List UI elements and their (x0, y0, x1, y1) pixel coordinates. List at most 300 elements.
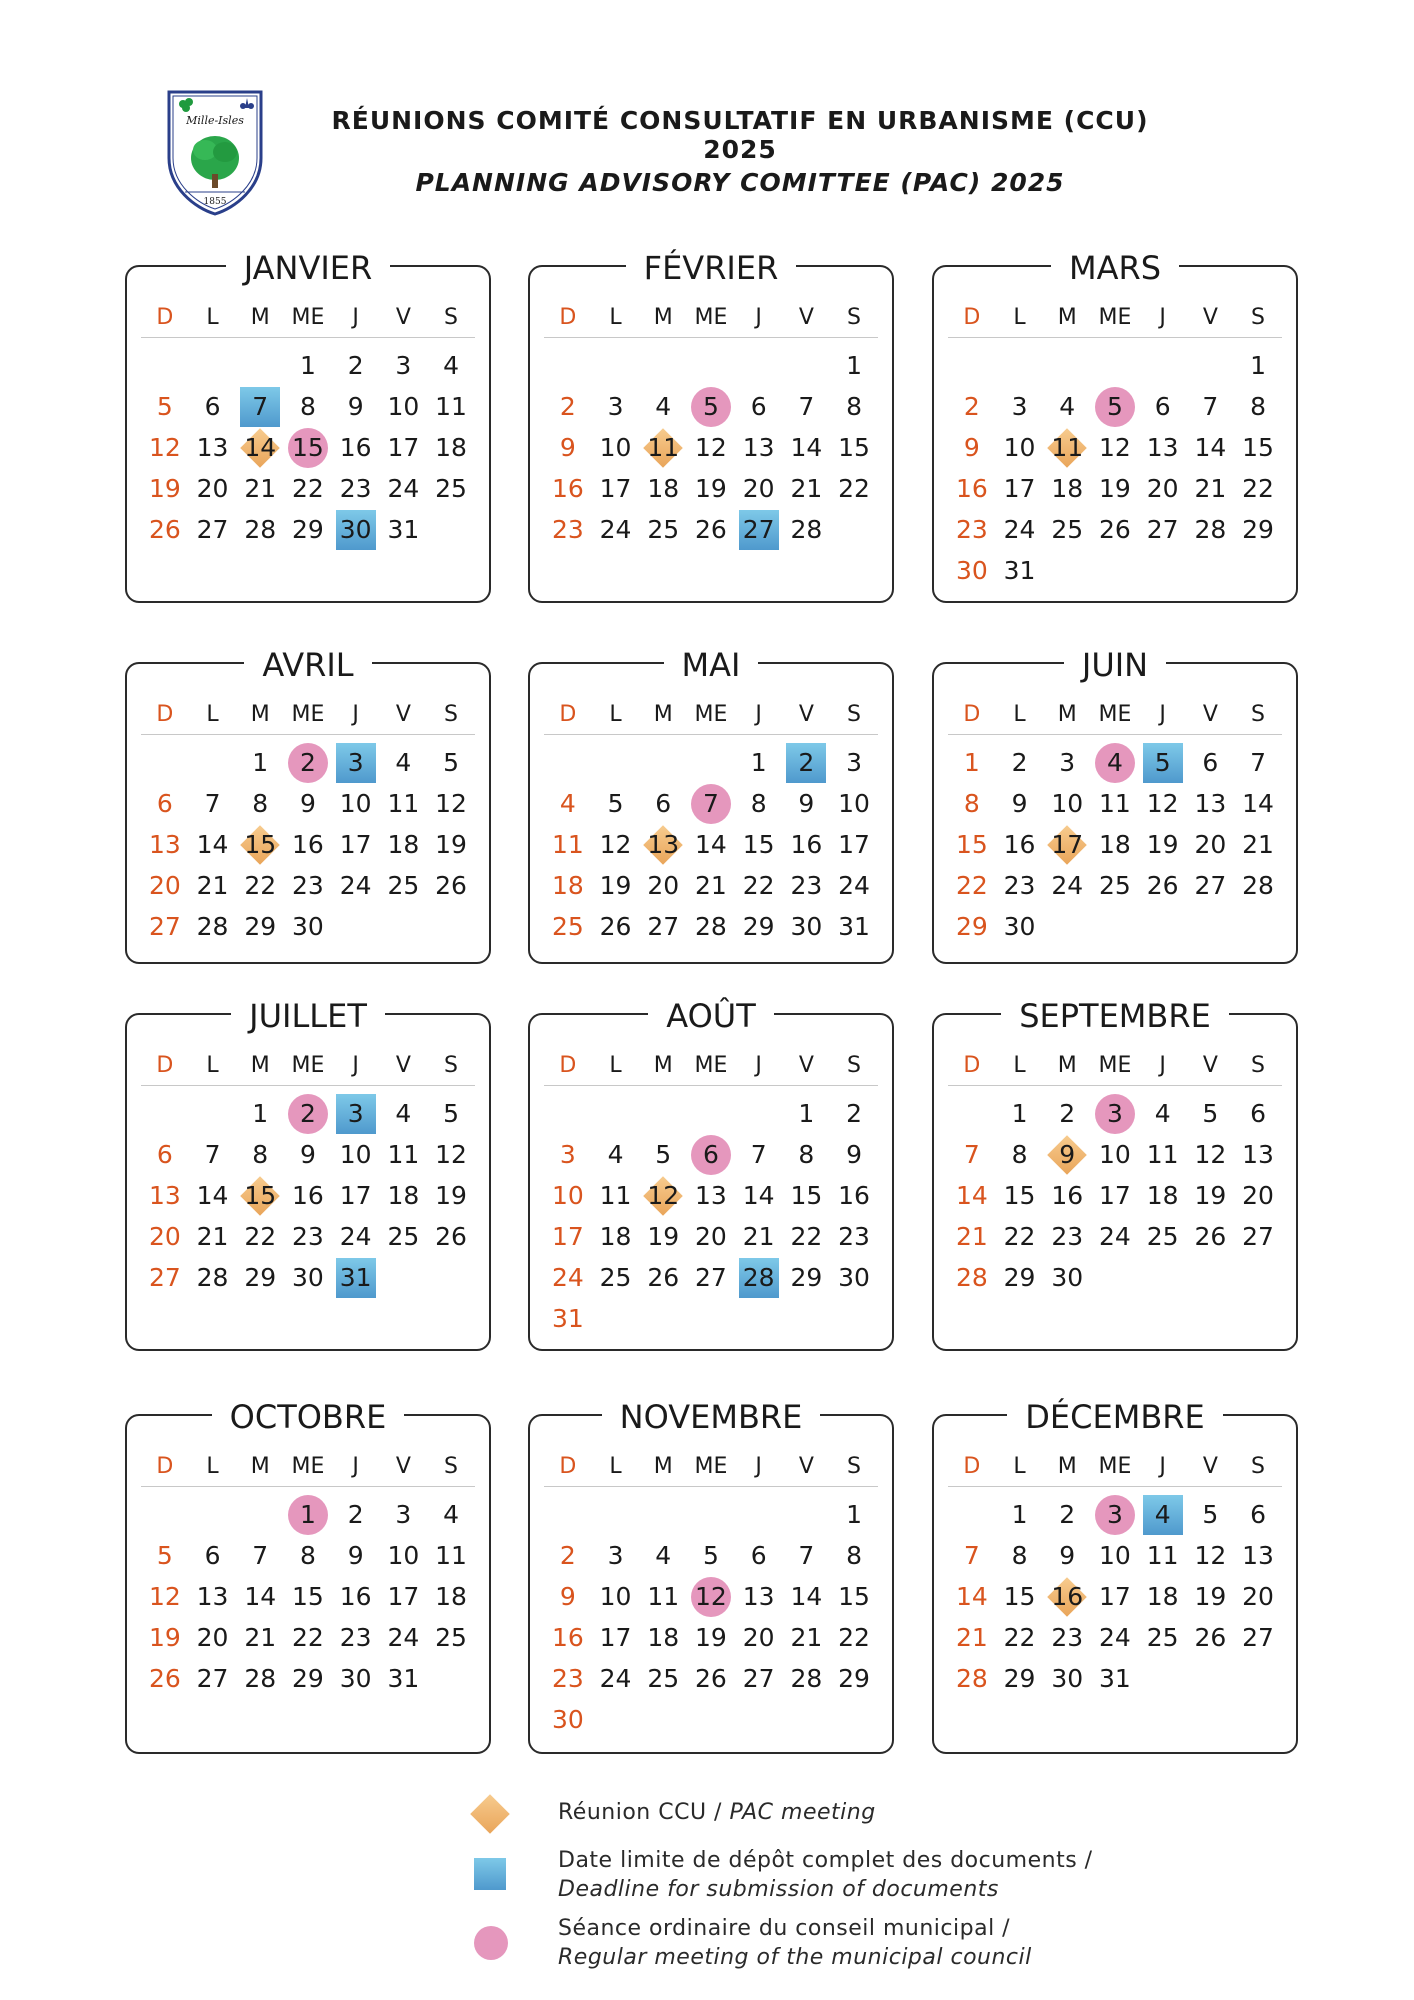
weekday-label: M (250, 305, 270, 330)
weekday-label: L (1013, 1454, 1026, 1479)
day-number: 3 (1011, 392, 1028, 421)
day-cell (639, 824, 687, 865)
day-cell (1043, 824, 1091, 865)
day-cell (427, 824, 475, 865)
day-cell (427, 783, 475, 824)
weekday-label: D (963, 305, 981, 330)
day-cell (1234, 865, 1282, 906)
day-number: 18 (435, 1582, 467, 1611)
day-number: 2 (846, 1099, 862, 1128)
day-cell (284, 1494, 332, 1535)
day-cell (544, 509, 592, 550)
day-number: 22 (790, 1222, 823, 1251)
day-cell (427, 865, 475, 906)
weekday-label: ME (1098, 1053, 1132, 1078)
day-cell (996, 550, 1044, 591)
day-number: 26 (148, 1664, 181, 1693)
day-cell (284, 386, 332, 427)
day-number: 18 (647, 1623, 680, 1652)
day-number: 21 (955, 1623, 988, 1652)
day-cell (639, 783, 687, 824)
month-title (528, 249, 894, 287)
day-cell (592, 1535, 640, 1576)
day-number: 27 (1194, 871, 1227, 900)
day-cell (236, 906, 284, 947)
day-number: 9 (299, 1140, 316, 1169)
day-number: 10 (1099, 1140, 1131, 1169)
day-number: 16 (292, 830, 324, 859)
day-cell (996, 906, 1044, 947)
day-number: 29 (1003, 1664, 1036, 1693)
day-number: 13 (196, 1582, 229, 1611)
day-cell (380, 468, 428, 509)
day-number: 14 (790, 1582, 823, 1611)
day-cell (189, 1175, 237, 1216)
month-4 (125, 646, 491, 964)
day-cell (1043, 1494, 1091, 1535)
day-number: 11 (435, 1541, 467, 1570)
day-cell (236, 1576, 284, 1617)
day-cell (639, 1216, 687, 1257)
day-cell (783, 1093, 831, 1134)
day-cell (1187, 824, 1235, 865)
day-cell (284, 824, 332, 865)
day-cell (544, 824, 592, 865)
day-number: 26 (695, 1664, 727, 1693)
day-cell (783, 427, 831, 468)
weekday-label: V (798, 1053, 814, 1078)
day-cell (830, 865, 878, 906)
day-number: 31 (387, 1664, 420, 1693)
day-cell (592, 1134, 640, 1175)
day-number: 2 (299, 748, 316, 777)
day-number: 20 (1146, 474, 1179, 503)
day-cell (1139, 1535, 1187, 1576)
day-number: 28 (244, 515, 277, 544)
weekday-header (141, 1045, 475, 1086)
day-number: 24 (339, 1222, 372, 1251)
day-number: 5 (443, 1099, 459, 1128)
day-number: 17 (599, 1623, 632, 1652)
day-cell (639, 1658, 687, 1699)
legend-label-ccu (558, 1798, 876, 1827)
day-cell (996, 1134, 1044, 1175)
day-cell (783, 468, 831, 509)
day-cell (427, 1617, 475, 1658)
day-cell (427, 345, 475, 386)
month-title (932, 997, 1298, 1035)
day-number: 8 (252, 789, 269, 818)
day-number: 6 (204, 1541, 221, 1570)
day-number: 29 (1003, 1263, 1036, 1292)
month-name: NOVEMBRE (602, 1398, 821, 1436)
month-12 (932, 1398, 1298, 1754)
day-cell (1091, 1175, 1139, 1216)
day-number: 6 (750, 1541, 767, 1570)
day-cell (1234, 1134, 1282, 1175)
day-cell (544, 468, 592, 509)
day-cell (1187, 509, 1235, 550)
day-number: 12 (435, 1140, 467, 1169)
legend-council-fr: Séance ordinaire du conseil municipal / (558, 1916, 1011, 1941)
month-name: JUIN (1064, 646, 1166, 684)
day-cell (830, 1175, 878, 1216)
weekday-label: J (1159, 1454, 1166, 1479)
day-cell (687, 783, 735, 824)
day-cell (189, 1134, 237, 1175)
weekday-label: ME (694, 305, 728, 330)
day-number: 28 (196, 1263, 229, 1292)
day-cell (1187, 865, 1235, 906)
day-number: 20 (742, 474, 775, 503)
day-number: 12 (1099, 433, 1131, 462)
weekday-label: L (1013, 1053, 1026, 1078)
day-number: 27 (148, 912, 181, 941)
day-cell (1234, 509, 1282, 550)
month-11 (528, 1398, 894, 1754)
day-cell (1091, 865, 1139, 906)
day-cell (380, 824, 428, 865)
day-number: 2 (798, 748, 815, 777)
day-number: 16 (1003, 830, 1036, 859)
day-cell (1139, 1216, 1187, 1257)
day-number: 25 (1099, 871, 1131, 900)
day-number: 14 (1242, 789, 1274, 818)
weekday-label: M (653, 702, 673, 727)
weekday-label: S (1251, 1053, 1266, 1078)
day-cell (427, 1216, 475, 1257)
day-cell (830, 468, 878, 509)
day-number: 19 (148, 474, 181, 503)
weekday-label: J (755, 702, 762, 727)
month-name: MARS (1051, 249, 1179, 287)
weekday-label: ME (694, 1454, 728, 1479)
day-number: 21 (244, 474, 277, 503)
weekday-label: S (847, 1454, 862, 1479)
day-number: 29 (790, 1263, 823, 1292)
weekday-label: D (156, 1053, 174, 1078)
day-cell (284, 865, 332, 906)
day-number: 7 (204, 1140, 221, 1169)
day-cell (996, 1093, 1044, 1134)
day-cell (141, 1617, 189, 1658)
weekday-label: D (559, 1053, 577, 1078)
day-number: 23 (292, 871, 324, 900)
day-number: 1 (299, 1500, 316, 1529)
day-number: 16 (1051, 1181, 1084, 1210)
day-number: 1 (846, 351, 862, 380)
day-cell (284, 1535, 332, 1576)
day-number: 27 (695, 1263, 727, 1292)
day-cell (1091, 824, 1139, 865)
day-cell (236, 427, 284, 468)
day-number: 7 (204, 789, 221, 818)
day-number: 5 (1106, 392, 1123, 421)
day-cell (639, 865, 687, 906)
day-cell (1091, 1617, 1139, 1658)
day-number: 5 (607, 789, 624, 818)
day-number: 10 (551, 1181, 584, 1210)
day-cell (1091, 742, 1139, 783)
day-cell (948, 427, 996, 468)
day-cell (544, 1134, 592, 1175)
day-cell (380, 1134, 428, 1175)
day-cell (783, 1535, 831, 1576)
day-number: 3 (1059, 748, 1076, 777)
day-cell (236, 1658, 284, 1699)
day-cell (1043, 1175, 1091, 1216)
day-number: 26 (1099, 515, 1131, 544)
day-number: 18 (387, 1181, 420, 1210)
day-number: 24 (387, 474, 420, 503)
day-number: 10 (339, 1140, 372, 1169)
day-cell (236, 742, 284, 783)
day-number: 29 (955, 912, 988, 941)
day-number: 3 (347, 748, 364, 777)
day-number: 19 (1146, 830, 1179, 859)
day-cell (1043, 1134, 1091, 1175)
day-cell (284, 1576, 332, 1617)
day-number: 25 (435, 1623, 467, 1652)
day-number: 30 (1003, 912, 1036, 941)
legend-label-council (558, 1914, 1032, 1972)
day-cell (284, 1658, 332, 1699)
day-cell (332, 742, 380, 783)
weekday-header (948, 694, 1282, 735)
day-number: 1 (1011, 1099, 1028, 1128)
weekday-label: J (1159, 305, 1166, 330)
month-name: FÉVRIER (626, 249, 797, 287)
day-number: 2 (559, 392, 576, 421)
day-number: 30 (838, 1263, 870, 1292)
day-cell (592, 906, 640, 947)
day-number: 10 (599, 1582, 632, 1611)
day-cell (284, 345, 332, 386)
day-cell (687, 1658, 735, 1699)
day-number: 26 (647, 1263, 680, 1292)
day-cell (284, 783, 332, 824)
day-number: 28 (955, 1664, 988, 1693)
day-number: 11 (1146, 1140, 1179, 1169)
day-cell (1187, 1093, 1235, 1134)
day-number: 17 (1099, 1181, 1131, 1210)
day-cell (735, 386, 783, 427)
day-cell (948, 1216, 996, 1257)
day-cell (1043, 865, 1091, 906)
day-number: 20 (196, 474, 229, 503)
day-number: 6 (750, 392, 767, 421)
day-cell (332, 1576, 380, 1617)
day-cell (830, 1216, 878, 1257)
day-number: 17 (1003, 474, 1036, 503)
day-cell (544, 1216, 592, 1257)
day-cell (1139, 742, 1187, 783)
day-cell (830, 1093, 878, 1134)
day-number: 15 (838, 1582, 870, 1611)
day-cell (996, 1175, 1044, 1216)
day-number: 30 (339, 515, 372, 544)
day-number: 13 (1146, 433, 1179, 462)
day-number: 10 (387, 1541, 420, 1570)
day-number: 5 (1154, 748, 1171, 777)
day-number: 22 (244, 1222, 277, 1251)
day-number: 11 (1099, 789, 1131, 818)
day-number: 29 (244, 912, 277, 941)
day-number: 23 (1051, 1623, 1084, 1652)
day-number: 23 (955, 515, 988, 544)
day-cell (996, 1617, 1044, 1658)
month-9 (932, 997, 1298, 1351)
day-number: 27 (742, 515, 775, 544)
day-number: 29 (838, 1664, 870, 1693)
day-cell (380, 1494, 428, 1535)
day-number: 13 (1242, 1541, 1274, 1570)
day-number: 25 (599, 1263, 632, 1292)
day-cell (189, 1576, 237, 1617)
day-number: 9 (559, 1582, 576, 1611)
day-number: 16 (339, 433, 372, 462)
legend-council-en: Regular meeting of the municipal council (558, 1945, 1032, 1970)
month-name: DÉCEMBRE (1007, 1398, 1222, 1436)
day-number: 31 (551, 1304, 584, 1333)
day-number: 4 (607, 1140, 624, 1169)
weekday-header (544, 1045, 878, 1086)
day-cell (592, 386, 640, 427)
day-cell (332, 386, 380, 427)
day-cell (380, 427, 428, 468)
day-number: 4 (1106, 748, 1123, 777)
day-number: 24 (838, 871, 870, 900)
day-cell (544, 865, 592, 906)
day-number: 24 (387, 1623, 420, 1652)
day-number: 21 (790, 474, 823, 503)
month-1 (125, 249, 491, 603)
weekday-label: M (250, 702, 270, 727)
day-cell (948, 386, 996, 427)
day-number: 22 (1242, 474, 1274, 503)
day-cell (735, 1617, 783, 1658)
day-number: 2 (1059, 1500, 1076, 1529)
day-cell (189, 783, 237, 824)
day-number: 8 (1011, 1541, 1028, 1570)
day-number: 16 (790, 830, 823, 859)
day-number: 4 (1154, 1099, 1171, 1128)
day-cell (544, 1298, 592, 1339)
day-number: 6 (1250, 1099, 1266, 1128)
day-cell (996, 386, 1044, 427)
day-number: 9 (798, 789, 815, 818)
weekday-label: V (1202, 1454, 1218, 1479)
day-number: 2 (963, 392, 980, 421)
day-cell (996, 427, 1044, 468)
day-cell (948, 1134, 996, 1175)
day-number: 20 (1242, 1181, 1274, 1210)
day-number: 9 (559, 433, 576, 462)
day-cell (284, 509, 332, 550)
day-number: 22 (292, 1623, 324, 1652)
day-number: 21 (742, 1222, 775, 1251)
day-number: 5 (1202, 1500, 1219, 1529)
day-number: 28 (790, 515, 823, 544)
day-cell (1139, 1175, 1187, 1216)
day-number: 26 (599, 912, 632, 941)
day-cell (996, 1576, 1044, 1617)
day-cell (332, 1134, 380, 1175)
day-cell (1187, 1576, 1235, 1617)
day-cell (236, 1617, 284, 1658)
day-cell (948, 550, 996, 591)
day-cell (830, 742, 878, 783)
day-cell (1043, 1216, 1091, 1257)
day-number: 23 (339, 1623, 372, 1652)
day-number: 23 (292, 1222, 324, 1251)
day-cell (1187, 783, 1235, 824)
weekday-label: J (352, 305, 359, 330)
day-number: 31 (339, 1263, 372, 1292)
day-cell (1234, 468, 1282, 509)
day-cell (1139, 783, 1187, 824)
day-number: 7 (963, 1541, 980, 1570)
day-number: 3 (347, 1099, 364, 1128)
day-number: 24 (599, 515, 632, 544)
weekday-label: S (847, 702, 862, 727)
day-number: 25 (1146, 1623, 1179, 1652)
day-cell (189, 386, 237, 427)
weekday-label: L (1013, 305, 1026, 330)
day-number: 29 (1242, 515, 1274, 544)
day-cell (1091, 509, 1139, 550)
day-number: 16 (955, 474, 988, 503)
day-number: 1 (963, 748, 980, 777)
month-title (125, 997, 491, 1035)
page-title-fr: RÉUNIONS COMITÉ CONSULTATIF EN URBANISME (CCU) 2025 (331, 106, 1149, 164)
day-number: 23 (1003, 871, 1036, 900)
day-cell (189, 824, 237, 865)
day-cell (948, 865, 996, 906)
day-cell (1139, 1093, 1187, 1134)
day-cell (544, 783, 592, 824)
day-number: 7 (1250, 748, 1266, 777)
day-cell (996, 1216, 1044, 1257)
legend-ccu-fr: Réunion CCU / (558, 1800, 730, 1825)
day-cell (1091, 427, 1139, 468)
day-number: 20 (742, 1623, 775, 1652)
day-number: 12 (148, 433, 181, 462)
day-cell (830, 1535, 878, 1576)
day-cell (141, 824, 189, 865)
day-cell (783, 509, 831, 550)
day-number: 5 (1202, 1099, 1219, 1128)
day-number: 22 (742, 871, 775, 900)
day-cell (1234, 1617, 1282, 1658)
day-number: 13 (148, 830, 181, 859)
day-cell (427, 1134, 475, 1175)
day-cell (592, 427, 640, 468)
day-number: 29 (244, 1263, 277, 1292)
day-cell (189, 427, 237, 468)
day-cell (1187, 1494, 1235, 1535)
day-cell (830, 1134, 878, 1175)
day-cell (380, 1216, 428, 1257)
weekday-label: J (755, 1053, 762, 1078)
day-number: 1 (798, 1099, 815, 1128)
day-cell (592, 824, 640, 865)
day-cell (996, 468, 1044, 509)
day-cell (639, 906, 687, 947)
day-cell (427, 1175, 475, 1216)
day-cell (687, 509, 735, 550)
day-number: 12 (435, 789, 467, 818)
